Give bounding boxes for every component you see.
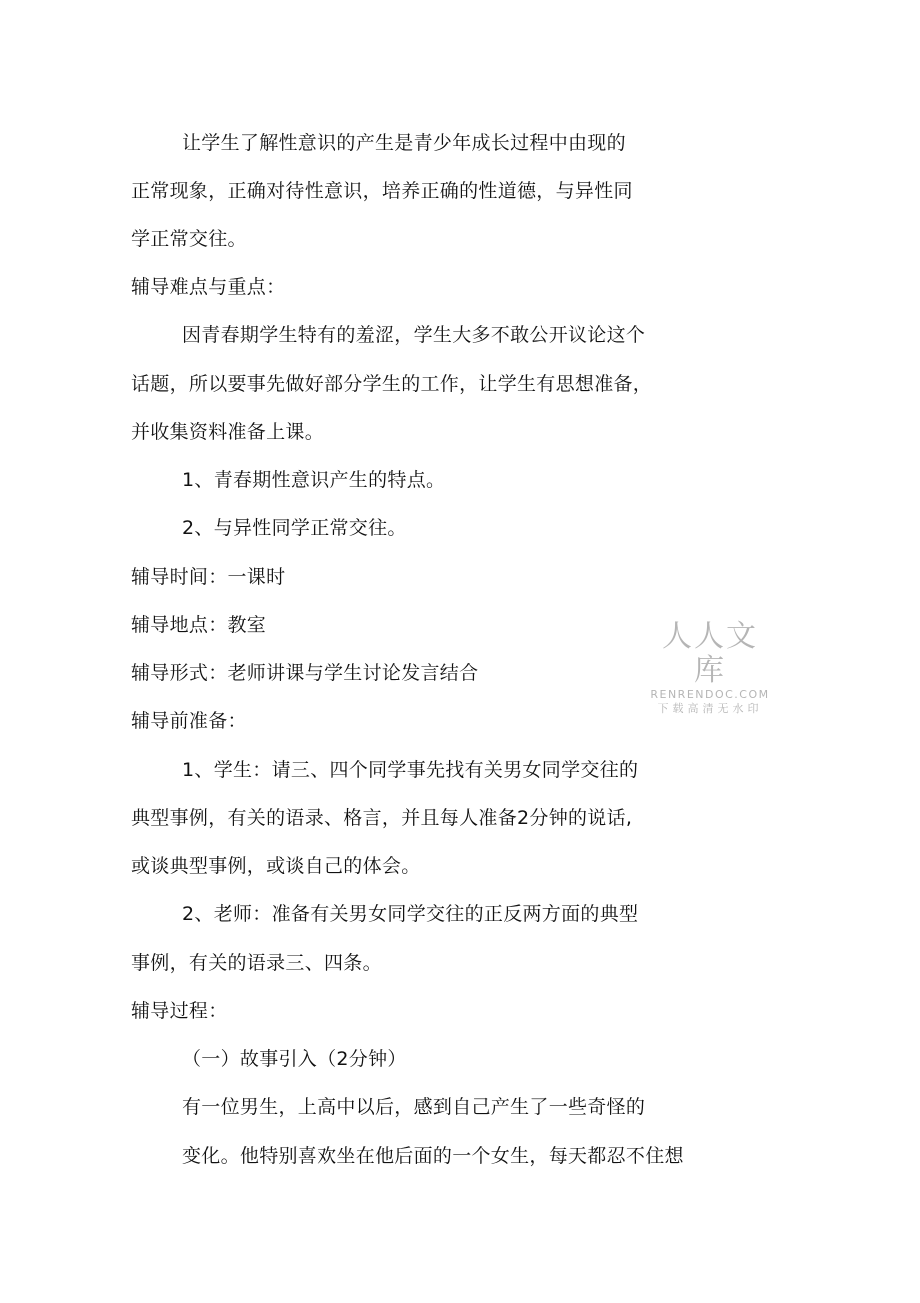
text-line: 事例，有关的语录三、四条。 [131, 952, 382, 974]
text-line: 有一位男生，上高中以后，感到自己产生了一些奇怪的 [182, 1096, 646, 1118]
text-line: 变化。他特别喜欢坐在他后面的一个女生，每天都忍不住想 [182, 1145, 684, 1167]
text-line: 典型事例，有关的语录、格言，并且每人准备2分钟的说话, [131, 807, 633, 829]
subsection-heading: （一）故事引入（2分钟） [182, 1048, 407, 1070]
list-item: 2、与异性同学正常交往。 [182, 517, 407, 539]
list-item: 2、老师：准备有关男女同学交往的正反两方面的典型 [182, 903, 639, 925]
list-item: 1、学生：请三、四个同学事先找有关男女同学交往的 [182, 759, 639, 781]
text-line: 让学生了解性意识的产生是青少年成长过程中由现的 [182, 132, 626, 154]
text-line: 学正常交往。 [131, 228, 247, 250]
section-heading: 辅导难点与重点： [131, 276, 286, 298]
text-line: 或谈典型事例，或谈自己的体会。 [131, 855, 421, 877]
watermark-title: 人人文库 [662, 619, 758, 688]
text-line: 因青春期学生特有的羞涩，学生大多不敢公开议论这个 [182, 324, 646, 346]
section-heading: 辅导时间：一课时 [131, 566, 286, 588]
watermark-tagline: 下载高清无水印 [657, 702, 763, 715]
text-line: 并收集资料准备上课。 [131, 421, 325, 443]
text-line: 正常现象，正确对待性意识，培养正确的性道德，与异性同 [131, 180, 633, 202]
section-heading: 辅导前准备： [131, 710, 247, 732]
section-heading: 辅导形式：老师讲课与学生讨论发言结合 [131, 662, 479, 684]
list-item: 1、青春期性意识产生的特点。 [182, 469, 446, 491]
text-line: 话题，所以要事先做好部分学生的工作，让学生有思想准备， [131, 373, 653, 395]
watermark-logo [648, 620, 772, 716]
watermark-url: RENRENDOC.COM [650, 688, 770, 701]
section-heading: 辅导地点：教室 [131, 614, 267, 636]
section-heading: 辅导过程： [131, 1000, 228, 1022]
